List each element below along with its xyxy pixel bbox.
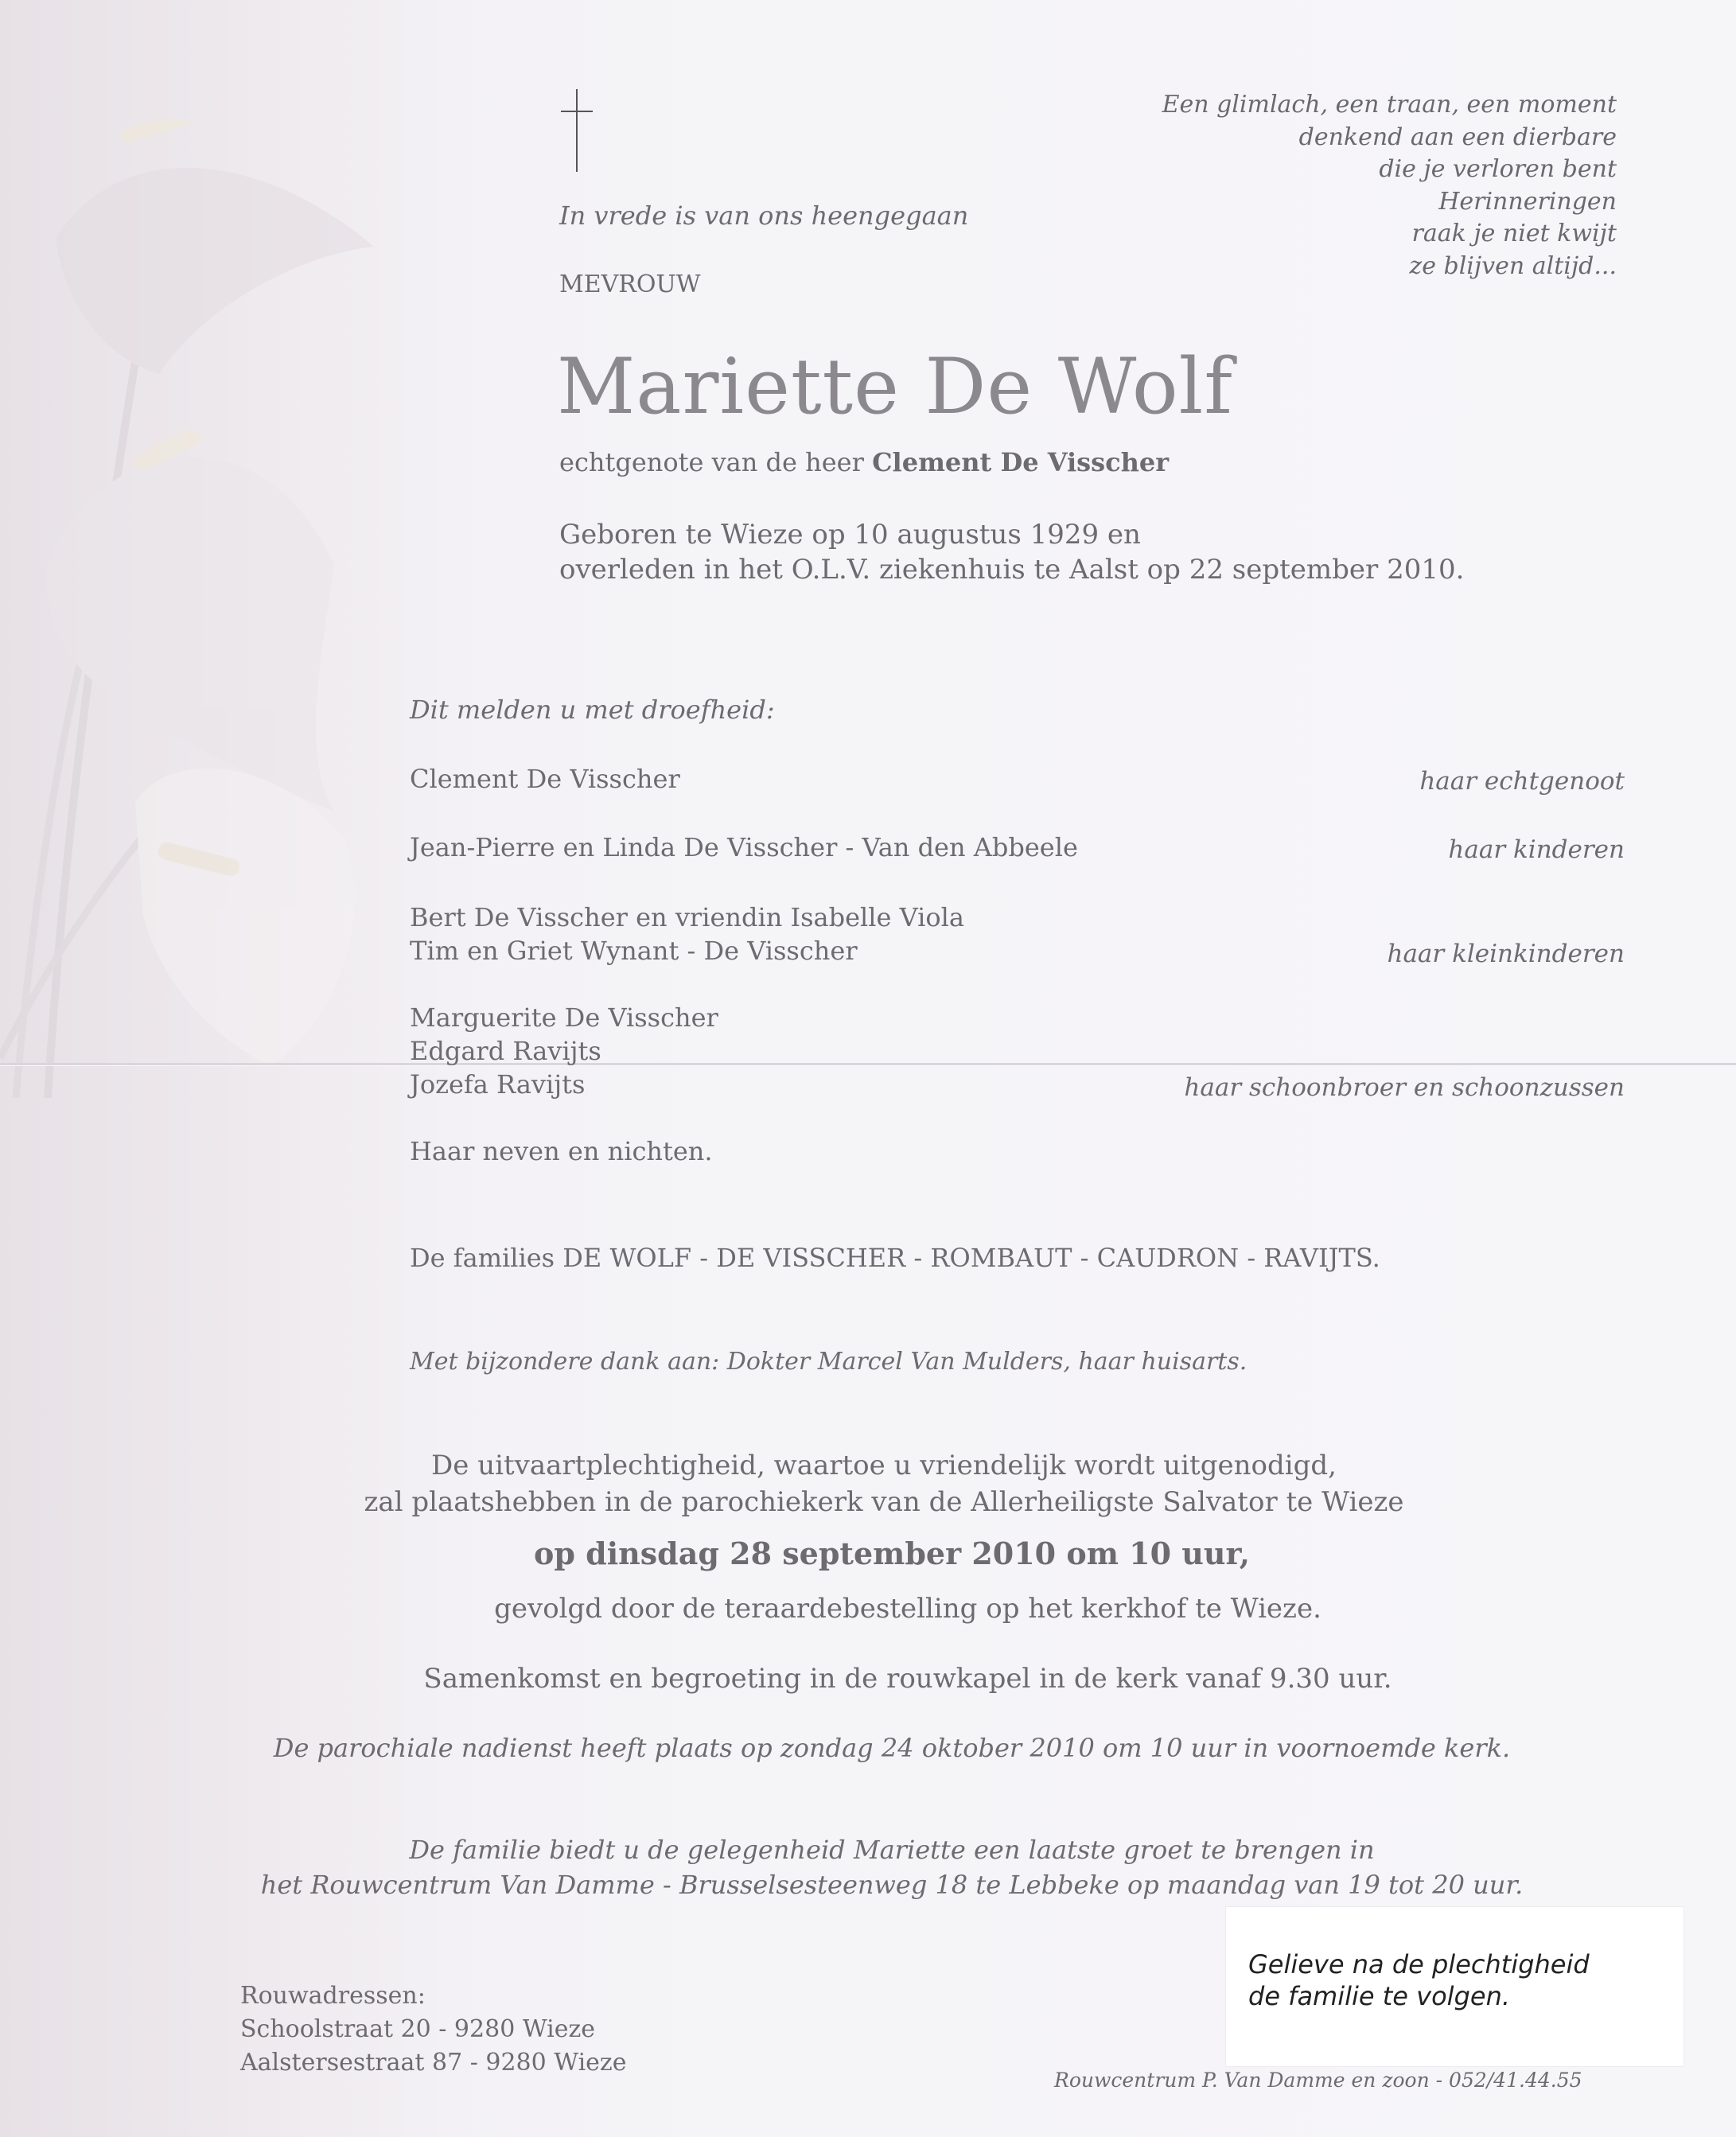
cross-icon <box>561 89 593 172</box>
spouse-line <box>559 447 1169 477</box>
family-relation: haar echtgenoot <box>1419 767 1625 796</box>
family-name: Edgard Ravijts <box>410 1036 601 1066</box>
nephews-line: Haar neven en nichten. <box>410 1136 713 1166</box>
deceased-name: Mariette De Wolf <box>557 342 1233 431</box>
family-relation: haar schoonbroer en schoonzussen <box>1184 1073 1625 1102</box>
family-name: Tim en Griet Wynant - De Visscher <box>410 936 858 966</box>
family-group <box>410 832 1625 862</box>
note-line: Gelieve na de plechtigheid <box>1248 1949 1590 1979</box>
poem-line: die je verloren bent <box>1379 155 1617 183</box>
announcement-intro: Dit melden u met droefheid: <box>410 695 775 725</box>
farewell-line-2: het Rouwcentrum Van Damme - Brusselsesteenweg 18 te Lebbeke op maandag van 19 tot 20 uur. <box>260 1870 1524 1900</box>
family-name: Clement De Visscher <box>410 764 680 794</box>
family-name: Bert De Visscher en vriendin Isabelle Viola <box>410 902 964 932</box>
note-line: de familie te volgen. <box>1248 1981 1511 2011</box>
family-group <box>410 764 1625 794</box>
family-name: Jean-Pierre en Linda De Visscher - Van den Abbeele <box>410 832 1078 862</box>
ceremony-date: op dinsdag 28 september 2010 om 10 uur, <box>534 1536 1250 1571</box>
family-relation: haar kleinkinderen <box>1387 940 1625 968</box>
poem <box>1162 89 1617 282</box>
address-line: Aalstersestraat 87 - 9280 Wieze <box>240 2049 627 2077</box>
birth-line: Geboren te Wieze op 10 augustus 1929 en <box>559 519 1141 551</box>
mass-line: De parochiale nadienst heeft plaats op zondag 24 oktober 2010 om 10 uur in voornoemde kerk. <box>273 1733 1511 1763</box>
addresses-label: Rouwadressen: <box>240 1982 426 2010</box>
ceremony-line-1: De uitvaartplechtigheid, waartoe u vriendelijk wordt uitgenodigd, <box>431 1450 1337 1481</box>
note-box <box>1225 1906 1684 2067</box>
title-prefix: MEVROUW <box>559 271 701 298</box>
poem-line: denkend aan een dierbare <box>1298 123 1617 151</box>
family-group <box>410 901 1625 967</box>
calla-lily-decoration <box>0 119 398 1098</box>
burial-line: gevolgd door de teraardebestelling op het kerkhof te Wieze. <box>494 1593 1321 1625</box>
family-name: Marguerite De Visscher <box>410 1002 718 1033</box>
intro-text: In vrede is van ons heengegaan <box>559 200 969 231</box>
poem-line: Een glimlach, een traan, een moment <box>1162 91 1617 119</box>
spouse-name: Clement De Visscher <box>872 447 1170 477</box>
mourning-addresses <box>240 1979 626 2080</box>
ceremony-line-2: zal plaatshebben in de parochiekerk van de Allerheiligste Salvator te Wieze <box>364 1486 1404 1518</box>
thanks-line: Met bijzondere dank aan: Dokter Marcel Van Mulders, haar huisarts. <box>410 1348 1248 1376</box>
address-line: Schoolstraat 20 - 9280 Wieze <box>240 2015 596 2043</box>
funeral-home-footer: Rouwcentrum P. Van Damme en zoon - 052/41.44.55 <box>1054 2069 1582 2092</box>
note-text <box>1248 1948 1590 2012</box>
families-prefix: De families <box>410 1243 555 1273</box>
family-relation: haar kinderen <box>1448 835 1625 864</box>
gathering-line: Samenkomst en begroeting in de rouwkapel in de kerk vanaf 9.30 uur. <box>423 1663 1392 1695</box>
poem-line: Herinneringen <box>1438 187 1617 216</box>
family-name: Jozefa Ravijts <box>410 1069 586 1100</box>
families-names: DE WOLF - DE VISSCHER - ROMBAUT - CAUDRON - RAVIJTS. <box>562 1243 1380 1273</box>
spouse-prefix: echtgenote van de heer <box>559 447 864 477</box>
family-group <box>410 1001 1625 1101</box>
families-line <box>410 1243 1380 1273</box>
poem-line: raak je niet kwijt <box>1411 220 1617 247</box>
poem-line: ze blijven altijd... <box>1409 251 1617 280</box>
death-line: overleden in het O.L.V. ziekenhuis te Aalst op 22 september 2010. <box>559 554 1465 586</box>
farewell-line-1: De familie biedt u de gelegenheid Mariette een laatste groet te brengen in <box>409 1835 1375 1865</box>
